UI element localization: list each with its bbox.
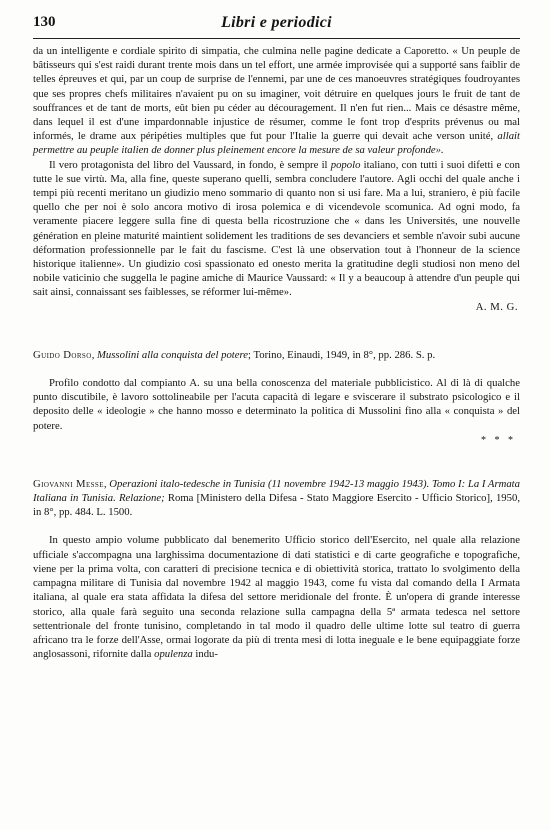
page-number: 130 [33, 14, 56, 30]
review-heading-messe: Giovanni Messe, Operazioni italo-tedesche in Tunisia (11 novembre 1942-13 maggio 1943). Tomo I: La I Armata Italiana in Tunisia. Relazione; Roma [Ministero della Difesa - Stato Maggiore Esercito - Ufficio Storico], 1950, in 8°, pp. 484. L. 1500. [33, 477, 520, 519]
page-content [33, 44, 520, 661]
author-signature: A. M. G. [475, 300, 518, 313]
review-heading-dorso: Guido Dorso, Mussolini alla conquista del potere; Torino, Einaudi, 1949, in 8°, pp. 286. S. p. [33, 348, 436, 361]
separator-stars: * * * [481, 434, 516, 446]
running-title: Libri e periodici [221, 14, 332, 31]
review-title: Operazioni italo-tedesche in Tunisia (11 novembre 1942-13 maggio 1943). Tomo I: La I Armata Italiana in Tunisia. Relazione; [33, 477, 520, 505]
review-separator [33, 433, 520, 451]
spacer [33, 362, 520, 376]
review-author: Giovanni Messe [33, 477, 104, 490]
quote-text: da un intelligente e cordiale spirito di simpatia, che culmina nelle pagine dedicate a Caporetto. « Un peuple de bâtisseurs qui s'est raidi durant trente mois dans un tel effort, une armée improvisée qui a supporté sans faiblir de telles épreuves et qui, par un coup de surprise de l'ennemi, par une de ces manoeuvres stratégiques foudroyantes que ses propres chefs militaires n'avaient pu on su imaginer, voit détruire en quelques jours le fruit de tant de souffrances et de tant de morts, eût bien pu céder au découragement. Il n'en fut rien... Mais ce désastre même, dans lequel il est d'une impardonnable injustice de résumer, comme le font trop d'esprits prévenus ou mal informés, le drame aux péripéties multiples que fut pour l'Italie la guerre qui devait ache verson unité, [33, 45, 520, 143]
review-text: In questo ampio volume pubblicato dal benemerito Ufficio storico dell'Esercito, nel quale alla relazione ufficiale s'accompagna una larghissima documentazione di dati statistici e di carte geografiche e topografiche, viene per la prima volta, con caratteri di precisione tecnica e di obiettività storica, trattato lo svolgimento della campagna militare di Tunisia dal novembre 1942 al maggio 1943, come fu vista dal comando della I Armata italiana, al quale era stata affidata la difesa del settore meridionale del fronte. È un'opera di grande interesse storico, alla quale farà seguito una seconda relazione sulla campagna della 5ª armata tedesca nel settore settentrionale del fronte tunisino, completando in tal modo il quadro delle ultime lotte sul teatro di guerra africano tra le forze dell'Asse, ormai logorate da più di trenta mesi di lotta ineguale e le bene equipaggiate forze anglosassoni, rifornite dalla [33, 534, 520, 661]
paragraph-caporetto-quote [33, 44, 520, 158]
protagonist-italic-word: popolo [330, 158, 361, 171]
review-title: Mussolini alla conquista del potere [97, 348, 249, 361]
protagonist-text-start: Il vero protagonista del libro del Vaussard, in fondo, è sempre il [49, 158, 328, 171]
page-header [33, 14, 520, 36]
review-publication: ; Torino, Einaudi, 1949, in 8°, pp. 286. S. p. [248, 348, 436, 361]
review-publication: Roma [Ministero della Difesa - Stato Maggiore Esercito - Ufficio Storico], 1950, in 8°, pp. 484. L. 1500. [33, 492, 520, 519]
review-italic-word: opulenza [154, 648, 193, 661]
review-text-end: indu- [195, 648, 218, 661]
spacer [33, 519, 520, 533]
review-paragraph: Profilo condotto dal compianto A. su una bella conoscenza del materiale pubblicistico. Al di là di qualche punto discutibile, è lavoro sottolineabile per l'acuta capacità di legare e sviscerare il substrato psicologico e il deposito delle « ideologie » che hanno mosso e determinato la politica di Mussolini fino alla « conquista » del potere. [33, 377, 520, 432]
paragraph-protagonist [33, 158, 520, 300]
review-body-messe [33, 533, 520, 661]
header-rule [33, 38, 520, 39]
review-body-dorso [33, 376, 520, 433]
review-paragraph [33, 533, 520, 661]
review-author: Guido Dorso [33, 348, 92, 361]
protagonist-text-rest: italiano, con tutti i suoi difetti e con tutte le sue virtù. Ma, alla fine, queste superano quelli, sembra concludere l'autore. Agli occhi del quale anche i tempi più recenti meritano un giudizio meno sommario di quanto non si usi fare. Ma a lui, straniero, è più facile quello che per noi è solo ancora motivo di irosa polemica e di vicendevole scomunica. Ad ogni modo, fa veramente piacere leggere sulla fine di questa bella ricostruzione che « dans les Universités, une nouvelle génération en pleine maturité maintient solidement les traditions de ses devanciers et semble n'avoir subi aucune déformation professionnelle par le fait du fascisme. C'est là une observation tout à l'honneur de la science historique italienne». Un giudizio così spassionato ed onesto merita la gratitudine degli studiosi non meno del nobile vaticinio che suggella le pagine amiche di Maurice Vaussard: « Il y a beaucoup à attendre d'un peuple qui sait ainsi, connaissant ses faiblesses, se réformer lui-même». [33, 158, 520, 299]
quote-italic-text: allait permettre au peuple italien de donner plus pleinement encore la mesure de sa valeur profonde». [33, 130, 520, 157]
